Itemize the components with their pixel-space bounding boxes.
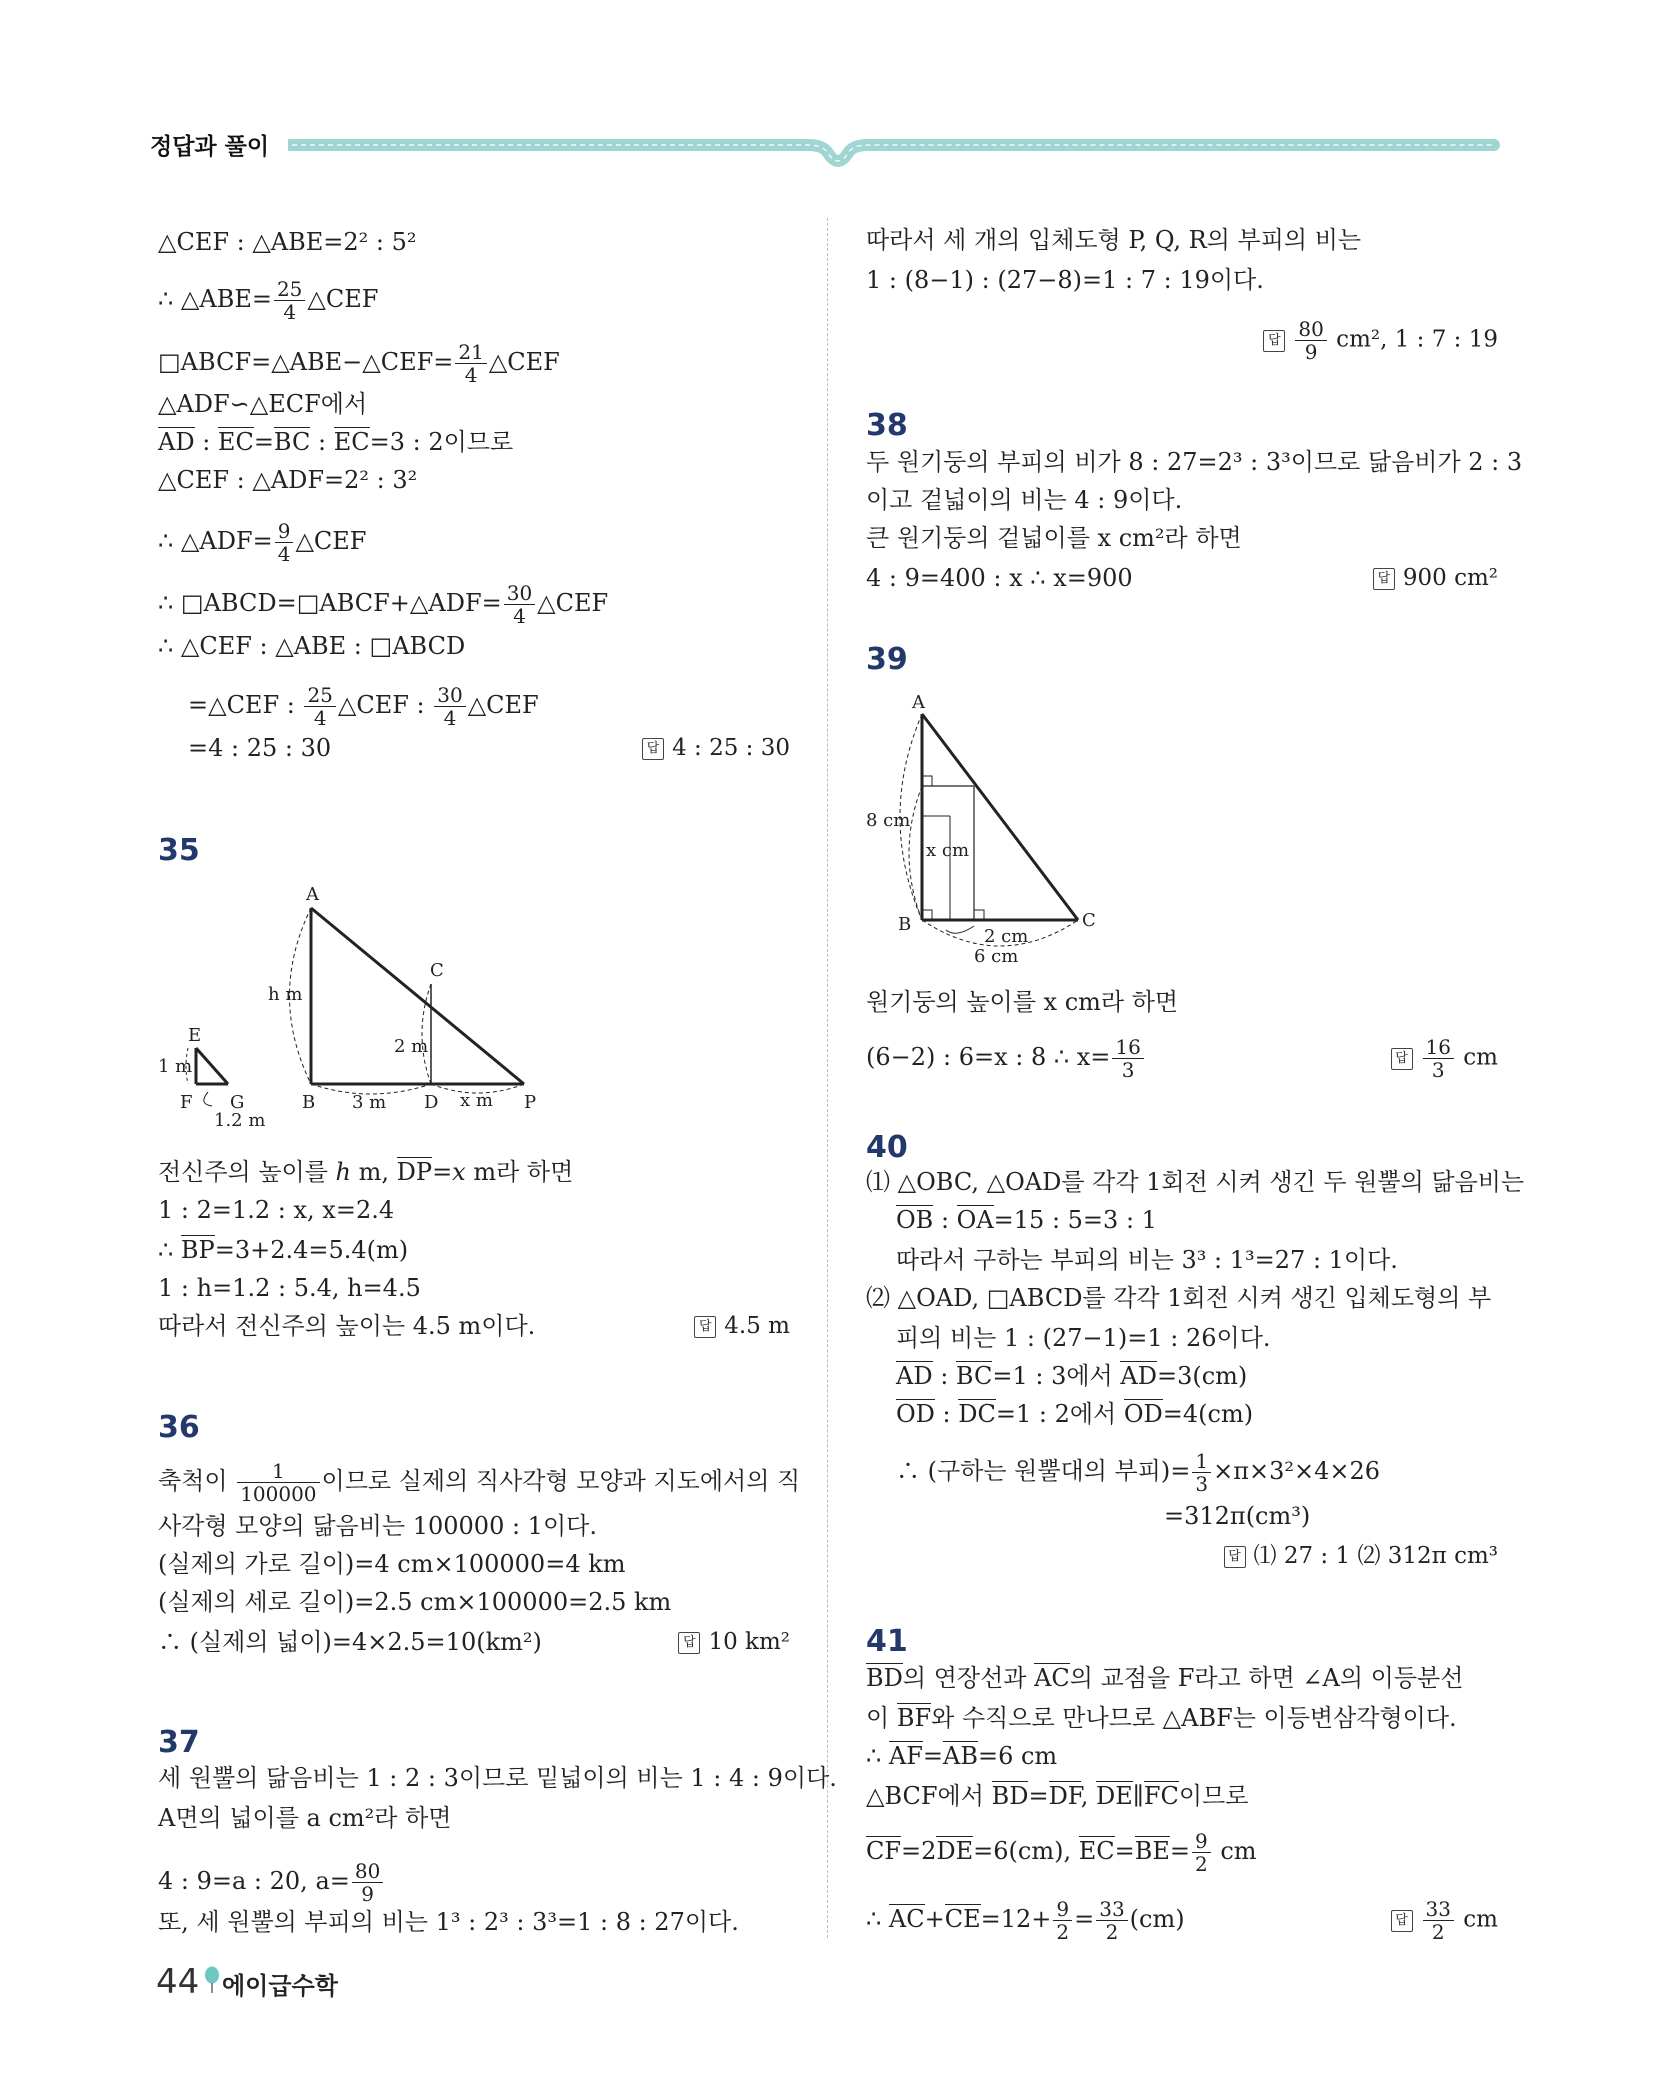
text-line: ∴ AF=AB=6 cm — [866, 1742, 1058, 1770]
text-line: OB : OA=15 : 5=3 : 1 — [896, 1206, 1157, 1234]
text-line: BD의 연장선과 AC의 교점을 F라고 하면 ∠A의 이등분선 — [866, 1664, 1464, 1692]
text-line: ∴ □ABCD=□ABCF+△ADF= $\frac{30}{4}$ △CEF — [158, 581, 609, 628]
answer: 답 $\frac{80}{9}$ cm², 1 : 7 : 19 — [1263, 318, 1498, 363]
text-line: ∴ △CEF : △ABE : □ABCD — [158, 632, 466, 660]
label-2cm: 2 cm — [984, 926, 1029, 947]
text-line: ⑴ △OBC, △OAD를 각각 1회전 시켜 생긴 두 원뿔의 닮음비는 — [866, 1168, 1525, 1196]
text-line: 세 원뿔의 닮음비는 1 : 2 : 3이므로 밑넓이의 비는 1 : 4 : 9이다. — [158, 1764, 837, 1792]
label-G: G — [230, 1092, 245, 1113]
text-line: 4 : 9=a : 20, a= $\frac{80}{9}$ — [158, 1860, 385, 1905]
answer: 답 4 : 25 : 30 — [642, 734, 790, 762]
figure-35 — [158, 878, 598, 1138]
text-line: (실제의 가로 길이)=4 cm×100000=4 km — [158, 1550, 626, 1578]
label-E: E — [188, 1025, 202, 1046]
label-2m: 2 m — [394, 1036, 429, 1057]
answer: 답 900 cm² — [1373, 564, 1498, 592]
label-1m: 1 m — [158, 1056, 193, 1077]
text-line: AD : EC=BC : EC=3 : 2이므로 — [158, 428, 514, 456]
answer: 답 $\frac{33}{2}$ cm — [1391, 1898, 1498, 1943]
problem-number: 36 — [158, 1410, 200, 1445]
label-6cm: 6 cm — [974, 946, 1019, 967]
text-line: 따라서 구하는 부피의 비는 3³ : 1³=27 : 1이다. — [896, 1246, 1398, 1274]
text-line: =4 : 25 : 30 — [188, 734, 332, 762]
label-D: D — [424, 1092, 439, 1113]
answer: 답 4.5 m — [694, 1312, 790, 1340]
problem-number: 41 — [866, 1624, 908, 1659]
brand-name: 에이급수학 — [222, 1972, 338, 2000]
header-band — [288, 133, 1500, 177]
answer: 답 $\frac{16}{3}$ cm — [1391, 1036, 1498, 1081]
text-line: ∴ △ABE= $\frac{25}{4}$ △CEF — [158, 277, 379, 324]
problem-number: 39 — [866, 642, 908, 677]
text-line: A면의 넓이를 a cm²라 하면 — [158, 1804, 452, 1832]
label-F: F — [180, 1092, 193, 1113]
text-line: 두 원기둥의 부피의 비가 8 : 27=2³ : 3³이므로 닮음비가 2 : 3 — [866, 448, 1523, 476]
text-line: 4 : 9=400 : x ∴ x=900 — [866, 564, 1133, 592]
text-line: 원기둥의 높이를 x cm라 하면 — [866, 988, 1179, 1016]
text-line: △CEF : △ABE=2² : 5² — [158, 228, 417, 256]
text-line: 이 BF와 수직으로 만나므로 △ABF는 이등변삼각형이다. — [866, 1704, 1457, 1732]
label-3m: 3 m — [352, 1092, 387, 1113]
text-line: 따라서 세 개의 입체도형 P, Q, R의 부피의 비는 — [866, 226, 1362, 254]
text-line: 1 : h=1.2 : 5.4, h=4.5 — [158, 1274, 421, 1302]
label-8cm: 8 cm — [866, 810, 911, 831]
text-line: =△CEF : $\frac{25}{4}$ △CEF : $\frac{30}{4}$ △CEF — [188, 683, 539, 730]
text-line: 전신주의 높이를 h m, DP=x m라 하면 — [158, 1158, 574, 1186]
text-line: 이고 겉넓이의 비는 4 : 9이다. — [866, 486, 1183, 514]
label-P: P — [524, 1092, 537, 1113]
figure-39 — [866, 690, 1126, 970]
label-h: h m — [268, 984, 303, 1005]
text-line: AD : BC=1 : 3에서 AD=3(cm) — [896, 1362, 1248, 1390]
text-line: 사각형 모양의 닮음비는 100000 : 1이다. — [158, 1512, 597, 1540]
text-line: CF=2DE=6(cm), EC=BE= $\frac{9}{2}$ cm — [866, 1829, 1257, 1876]
page-number: 44 — [156, 1962, 200, 2002]
text-line: ⑵ △OAD, □ABCD를 각각 1회전 시켜 생긴 입체도형의 부 — [866, 1284, 1492, 1312]
column-divider — [827, 218, 828, 1938]
label-B: B — [302, 1092, 316, 1113]
label-B: B — [898, 914, 912, 935]
problem-number: 35 — [158, 833, 200, 868]
problem-number: 38 — [866, 408, 908, 443]
text-line: =312π(cm³) — [1164, 1502, 1311, 1530]
problem-number: 40 — [866, 1130, 908, 1165]
text-line: ∴ AC+CE=12+ $\frac{9}{2}$ = $\frac{33}{2}$ (cm) — [866, 1897, 1185, 1944]
text-line: 큰 원기둥의 겉넓이를 x cm²라 하면 — [866, 524, 1242, 552]
text-line: (6−2) : 6=x : 8 ∴ x= $\frac{16}{3}$ — [866, 1036, 1146, 1081]
text-line: ∴ BP=3+2.4=5.4(m) — [158, 1236, 409, 1264]
problem-number: 37 — [158, 1725, 200, 1760]
answer: 답 10 km² — [678, 1628, 790, 1656]
label-A: A — [306, 884, 319, 905]
label-A: A — [912, 692, 925, 713]
text-line: □ABCF=△ABE−△CEF= $\frac{21}{4}$ △CEF — [158, 340, 560, 387]
text-line: 1 : (8−1) : (27−8)=1 : 7 : 19이다. — [866, 266, 1264, 294]
label-xm: x m — [460, 1090, 493, 1111]
text-line: 1 : 2=1.2 : x, x=2.4 — [158, 1196, 395, 1224]
answer: 답 ⑴ 27 : 1 ⑵ 312π cm³ — [1224, 1542, 1498, 1570]
text-line: OD : DC=1 : 2에서 OD=4(cm) — [896, 1400, 1254, 1428]
label-C: C — [1082, 910, 1096, 931]
text-line: △ADF∽△ECF에서 — [158, 390, 368, 418]
text-line: 피의 비는 1 : (27−1)=1 : 26이다. — [896, 1324, 1271, 1352]
text-line: 축척이 $\frac{1}{100000}$ 이므로 실제의 직사각형 모양과 지도에서의 직 — [158, 1459, 801, 1506]
text-line: 따라서 전신주의 높이는 4.5 m이다. — [158, 1312, 536, 1340]
text-line: 또, 세 원뿔의 부피의 비는 1³ : 2³ : 3³=1 : 8 : 27이다. — [158, 1908, 739, 1936]
label-xcm: x cm — [926, 840, 970, 861]
text-line: △CEF : △ADF=2² : 3² — [158, 466, 418, 494]
text-line: ∴ △ADF= $\frac{9}{4}$ △CEF — [158, 519, 367, 566]
label-1-2m: 1.2 m — [214, 1110, 266, 1131]
text-line: △BCF에서 BD=DF, DE∥FC이므로 — [866, 1782, 1249, 1810]
text-line: ∴ (구하는 원뿔대의 부피)= $\frac{1}{3}$ ×π×3²×4×26 — [896, 1449, 1381, 1496]
page-header-title: 정답과 풀이 — [150, 134, 270, 160]
text-line: (실제의 세로 길이)=2.5 cm×100000=2.5 km — [158, 1588, 672, 1616]
text-line: ∴ (실제의 넓이)=4×2.5=10(km²) — [158, 1628, 542, 1656]
label-C: C — [430, 960, 444, 981]
brand-balloon-icon — [204, 1966, 220, 1994]
